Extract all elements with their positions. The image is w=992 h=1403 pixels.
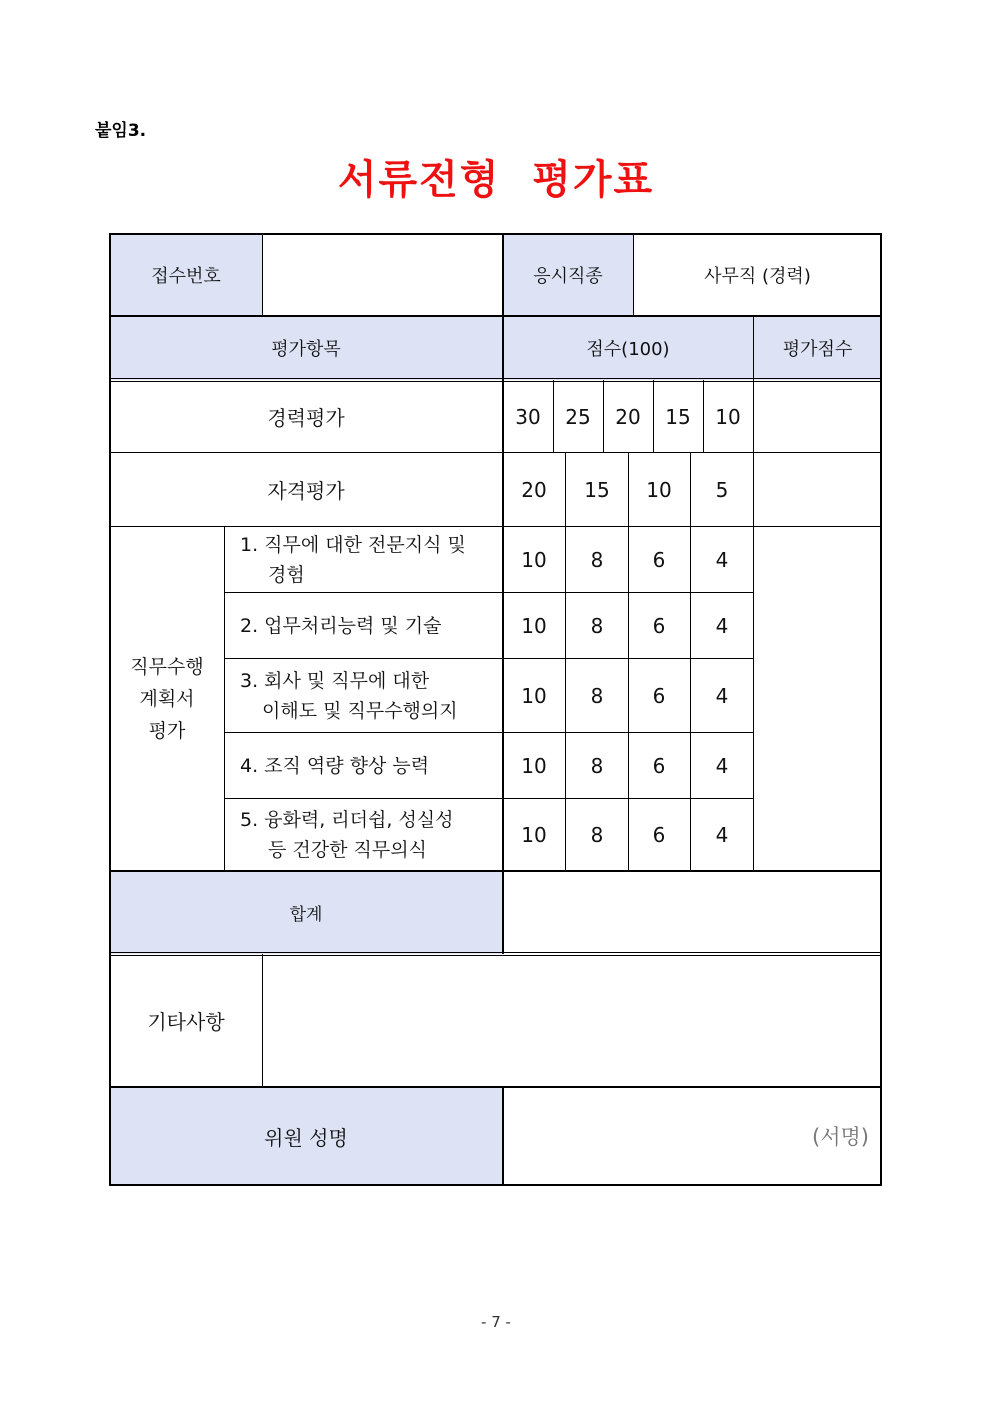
plan-score-option[interactable]: 6 (652, 614, 666, 638)
receipt-number-label: 접수번호 (151, 266, 221, 287)
career-score-option[interactable]: 10 (715, 404, 741, 429)
plan-score-option[interactable]: 4 (715, 614, 729, 638)
plan-score-option[interactable]: 8 (590, 614, 604, 638)
plan-item-text: 4. 조직 역량 향상 능력 (240, 755, 430, 777)
plan-score-option[interactable]: 6 (652, 754, 666, 778)
plan-item-text: 5. 융화력, 리더쉽, 성실성 (240, 809, 454, 831)
plan-score-option[interactable]: 8 (590, 548, 604, 572)
career-evaluation-label: 경력평가 (267, 406, 345, 430)
career-score-option[interactable]: 30 (515, 404, 541, 429)
remarks-field[interactable] (263, 954, 881, 1087)
plan-score-option[interactable]: 8 (590, 823, 604, 847)
column-header-score: 점수(100) (586, 339, 670, 360)
qualification-evaluation-label: 자격평가 (267, 479, 345, 503)
plan-score-option[interactable]: 10 (521, 754, 547, 778)
remarks-label: 기타사항 (147, 1010, 225, 1034)
plan-item-text: 경험 (268, 564, 305, 586)
total-field[interactable] (503, 871, 881, 954)
plan-score-option[interactable]: 4 (715, 684, 729, 708)
plan-score-option[interactable]: 4 (715, 754, 729, 778)
qualification-score-option[interactable]: 5 (715, 477, 729, 502)
plan-score-option[interactable]: 6 (652, 684, 666, 708)
column-header-item: 평가항목 (271, 339, 341, 360)
qualification-score-option[interactable]: 20 (521, 477, 547, 502)
plan-label-line: 직무수행 (130, 656, 204, 678)
rule (224, 527, 225, 871)
plan-score-option[interactable]: 8 (590, 754, 604, 778)
plan-label-line: 평가 (148, 720, 186, 742)
plan-score-option[interactable]: 6 (652, 548, 666, 572)
plan-score-option[interactable]: 10 (521, 684, 547, 708)
job-type-label: 응시직종 (533, 266, 603, 287)
plan-score-option[interactable]: 4 (715, 548, 729, 572)
plan-label-line: 계획서 (139, 688, 195, 710)
career-result-field[interactable] (754, 380, 881, 453)
career-score-option[interactable]: 15 (665, 404, 691, 429)
plan-score-option[interactable]: 6 (652, 823, 666, 847)
qualification-score-option[interactable]: 10 (646, 477, 672, 502)
total-label: 합계 (289, 905, 323, 925)
plan-score-option[interactable]: 8 (590, 684, 604, 708)
job-type-value: 사무직 (경력) (704, 266, 811, 287)
plan-item-4 (240, 733, 500, 799)
attachment-label: 붙임3. (95, 121, 147, 141)
career-score-option[interactable]: 25 (565, 404, 591, 429)
plan-item-2 (240, 593, 500, 659)
plan-item-3 (240, 659, 500, 733)
signature-hint: (서명) (812, 1125, 869, 1149)
plan-score-option[interactable]: 10 (521, 823, 547, 847)
page-number: - 7 - (481, 1313, 511, 1331)
plan-score-option[interactable]: 10 (521, 614, 547, 638)
plan-item-text: 이해도 및 직무수행의지 (262, 700, 458, 722)
plan-score-option[interactable]: 10 (521, 548, 547, 572)
plan-item-text: 2. 업무처리능력 및 기술 (240, 615, 442, 637)
plan-score-option[interactable]: 4 (715, 823, 729, 847)
qualification-result-field[interactable] (754, 453, 881, 526)
plan-item-5 (240, 799, 500, 871)
signature-label: 위원 성명 (264, 1125, 348, 1150)
plan-item-text: 3. 회사 및 직무에 대한 (240, 670, 430, 692)
page-title: 서류전형 평가표 (337, 157, 655, 203)
qualification-score-option[interactable]: 15 (584, 477, 610, 502)
column-header-result: 평가점수 (782, 339, 853, 360)
plan-item-1 (240, 527, 500, 593)
receipt-number-field[interactable] (263, 234, 502, 316)
plan-item-text: 등 건강한 직무의식 (268, 839, 427, 861)
plan-evaluation-label (110, 527, 224, 871)
career-score-option[interactable]: 20 (615, 404, 641, 429)
plan-item-text: 1. 직무에 대한 전문지식 및 (240, 534, 466, 556)
plan-result-field[interactable] (754, 527, 881, 871)
